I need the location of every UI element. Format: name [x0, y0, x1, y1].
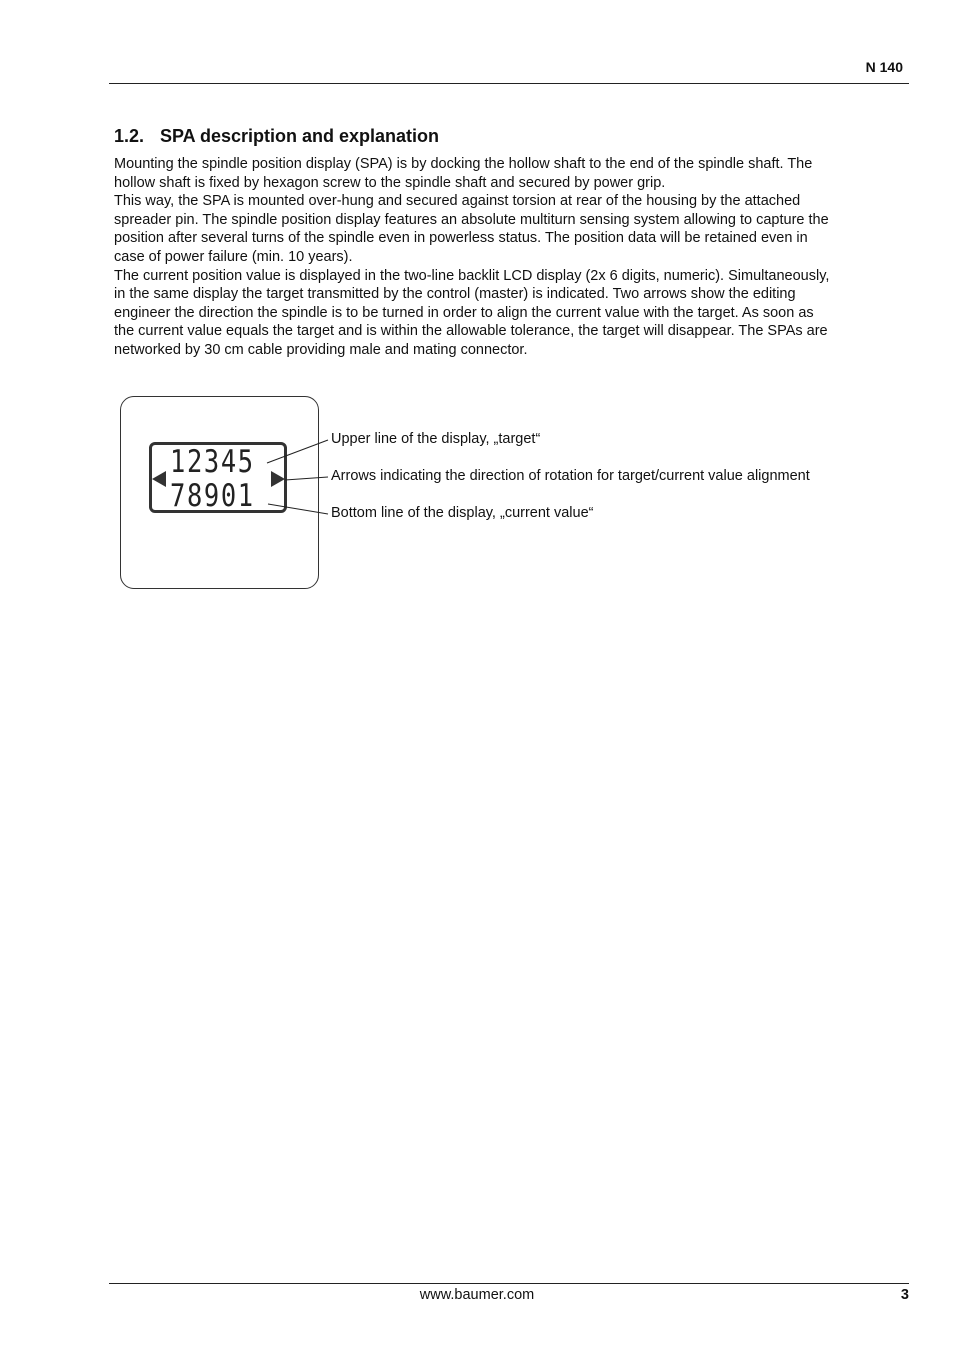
body-line: This way, the SPA is mounted over-hung and secured against torsion at rear of the housing by the attached: [114, 193, 801, 210]
body-line: the current value equals the target and is within the allowable tolerance, the target will disappear. The SPAs are: [114, 323, 828, 340]
callout-bottom-line: Bottom line of the display, „current value“: [331, 505, 594, 521]
body-line: in the same display the target transmitted by the control (master) is indicated. Two arrows show the editing: [114, 286, 796, 303]
document-code: N 140: [865, 59, 903, 75]
callout-arrows: Arrows indicating the direction of rotation for target/current value alignment: [331, 468, 810, 484]
body-line: networked by 30 cm cable providing male and mating connector.: [114, 341, 528, 358]
section-title: SPA description and explanation: [160, 126, 440, 146]
body-line: The current position value is displayed in the two-line backlit LCD display (2x 6 digits, numeric). Simultaneously,: [114, 267, 830, 284]
callout-upper-line: Upper line of the display, „target“: [331, 431, 541, 447]
spa-display-figure: [118, 394, 878, 594]
header-rule: [109, 83, 909, 84]
section-heading: [114, 126, 439, 147]
footer-url: www.baumer.com: [419, 1287, 535, 1303]
leader-upper-line: [267, 440, 328, 463]
page-number: 3: [900, 1287, 909, 1303]
body-line: position after several turns of the spindle even in powerless status. The position data will be retained even in: [114, 230, 808, 247]
footer-rule: [109, 1283, 909, 1284]
leader-arrows-line: [285, 477, 328, 480]
body-line: spreader pin. The spindle position display features an absolute multiturn sensing system allowing to capture the: [114, 211, 829, 228]
lcd-target-line: 12345: [170, 444, 255, 480]
body-line: case of power failure (min. 10 years).: [114, 248, 353, 265]
body-line: engineer the direction the spindle is to be turned in order to align the current value with the target. As soon as: [114, 304, 814, 321]
leader-bottom-line: [268, 504, 328, 514]
section-number: 1.2.: [114, 126, 145, 146]
lcd-current-value-line: 78901: [170, 478, 255, 514]
section-body: [114, 155, 914, 360]
callout-leader-lines: [118, 394, 878, 594]
body-line: hollow shaft is fixed by hexagon screw to the spindle shaft and secured by power grip.: [114, 174, 666, 191]
body-line: Mounting the spindle position display (SPA) is by docking the hollow shaft to the end of the spindle shaft. The: [114, 156, 813, 172]
